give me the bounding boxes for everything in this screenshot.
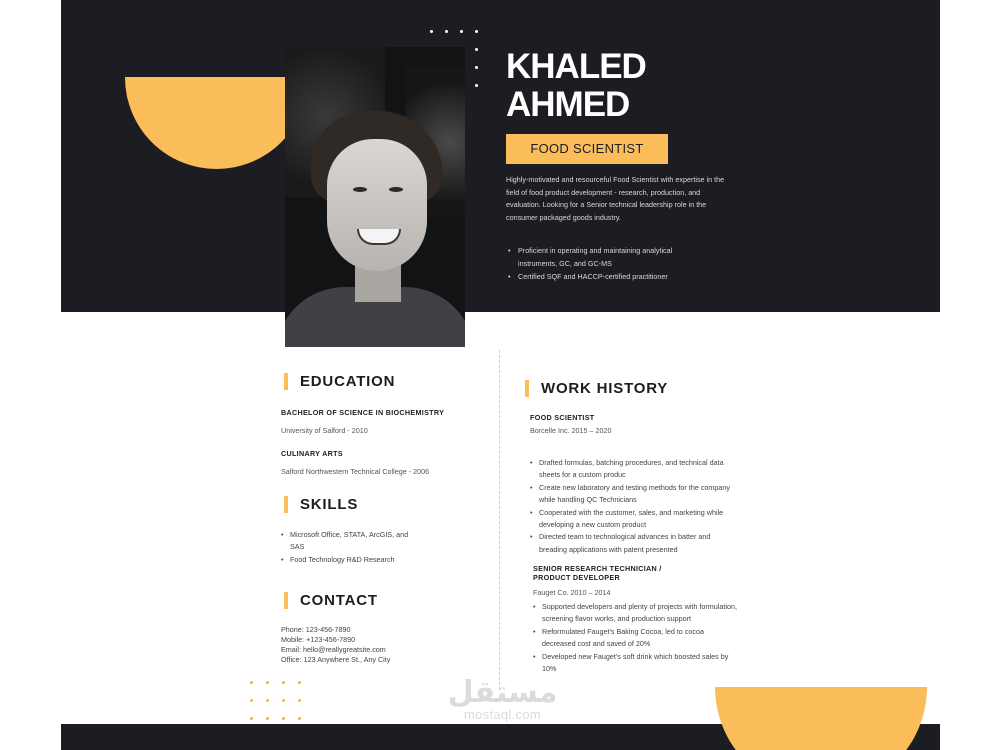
watermark-latin: mostaql.com: [464, 707, 541, 722]
skill-item: • Microsoft Office, STATA, ArcGIS, and SAS: [281, 529, 421, 554]
job-duty-item: • Directed team to technological advances in batter and breading applications with patent presented: [530, 531, 740, 556]
job-title-badge: FOOD SCIENTIST: [506, 134, 668, 164]
skill-item: • Food Technology R&D Research: [281, 554, 421, 566]
decorative-half-circle-bottom: [715, 687, 927, 750]
column-divider: [499, 350, 500, 690]
contact-heading: [284, 592, 378, 609]
education-degree: CULINARY ARTS: [281, 449, 343, 458]
highlight-item: • Certified SQF and HACCP-certified practitioner: [508, 271, 708, 284]
job-duties-list: [530, 457, 740, 556]
profile-summary: Highly-motivated and resourceful Food Scientist with expertise in the field of food product development - research, production, and evaluation. Looking for a Senior technical leadership role in the consumer packaged goods industry.: [506, 175, 725, 222]
contact-email: Email: hello@reallygreatsite.com: [281, 645, 386, 654]
contact-office: Office: 123 Anywhere St., Any City: [281, 655, 391, 664]
contact-mobile: Mobile: +123-456-7890: [281, 635, 356, 644]
job-company: Borcelle Inc. 2015 – 2020: [530, 426, 612, 435]
job-company: Fauget Co. 2010 – 2014: [533, 588, 611, 597]
job-duty-item: • Supported developers and plenty of projects with formulation, screening flavor works, and production support: [533, 601, 738, 626]
job-duty-item: • Cooperated with the customer, sales, and marketing while developing a new custom product: [530, 507, 740, 532]
job-title: FOOD SCIENTIST: [530, 413, 595, 422]
profile-photo: [285, 47, 465, 347]
highlight-item: • Proficient in operating and maintaining analytical instruments, GC, and GC-MS: [508, 245, 708, 270]
education-school: Salford Northwestern Technical College - 2006: [281, 467, 430, 476]
work-history-heading-label: WORK HISTORY: [541, 380, 669, 397]
job-duties-list: [533, 601, 738, 675]
highlight-list: [508, 245, 708, 284]
job-duty-item: • Drafted formulas, batching procedures, and technical data sheets for a custom produc: [530, 457, 740, 482]
accent-bar: [284, 373, 288, 390]
job-duty-item: • Reformulated Fauget's Baking Cocoa, led to cocoa decreased cost and saved of 20%: [533, 626, 738, 651]
skills-list: [281, 529, 421, 566]
skills-heading-label: SKILLS: [300, 496, 359, 513]
candidate-name: [506, 48, 646, 124]
education-heading-label: EDUCATION: [300, 373, 396, 390]
education-school: University of Salford - 2010: [281, 426, 368, 435]
job-duty-item: • Create new laboratory and testing methods for the company while handling QC Technicians: [530, 482, 740, 507]
job-title: SENIOR RESEARCH TECHNICIAN / PRODUCT DEVELOPER: [533, 564, 662, 582]
work-history-heading: [525, 380, 668, 397]
contact-phone: Phone: 123-456-7890: [281, 625, 351, 634]
accent-bar: [284, 592, 288, 609]
job-duty-item: • Developed new Fauget's soft drink which boosted sales by 10%: [533, 651, 738, 676]
accent-bar: [525, 380, 529, 397]
education-heading: [284, 373, 395, 390]
candidate-last-name: AHMED: [506, 85, 630, 124]
watermark-arabic: مستقل: [447, 675, 558, 710]
contact-heading-label: CONTACT: [300, 592, 378, 609]
education-degree: BACHELOR OF SCIENCE IN BIOCHEMISTRY: [281, 408, 445, 417]
accent-bar: [284, 496, 288, 513]
watermark: [440, 675, 565, 722]
skills-heading: [284, 496, 358, 513]
candidate-first-name: KHALED: [506, 47, 646, 86]
